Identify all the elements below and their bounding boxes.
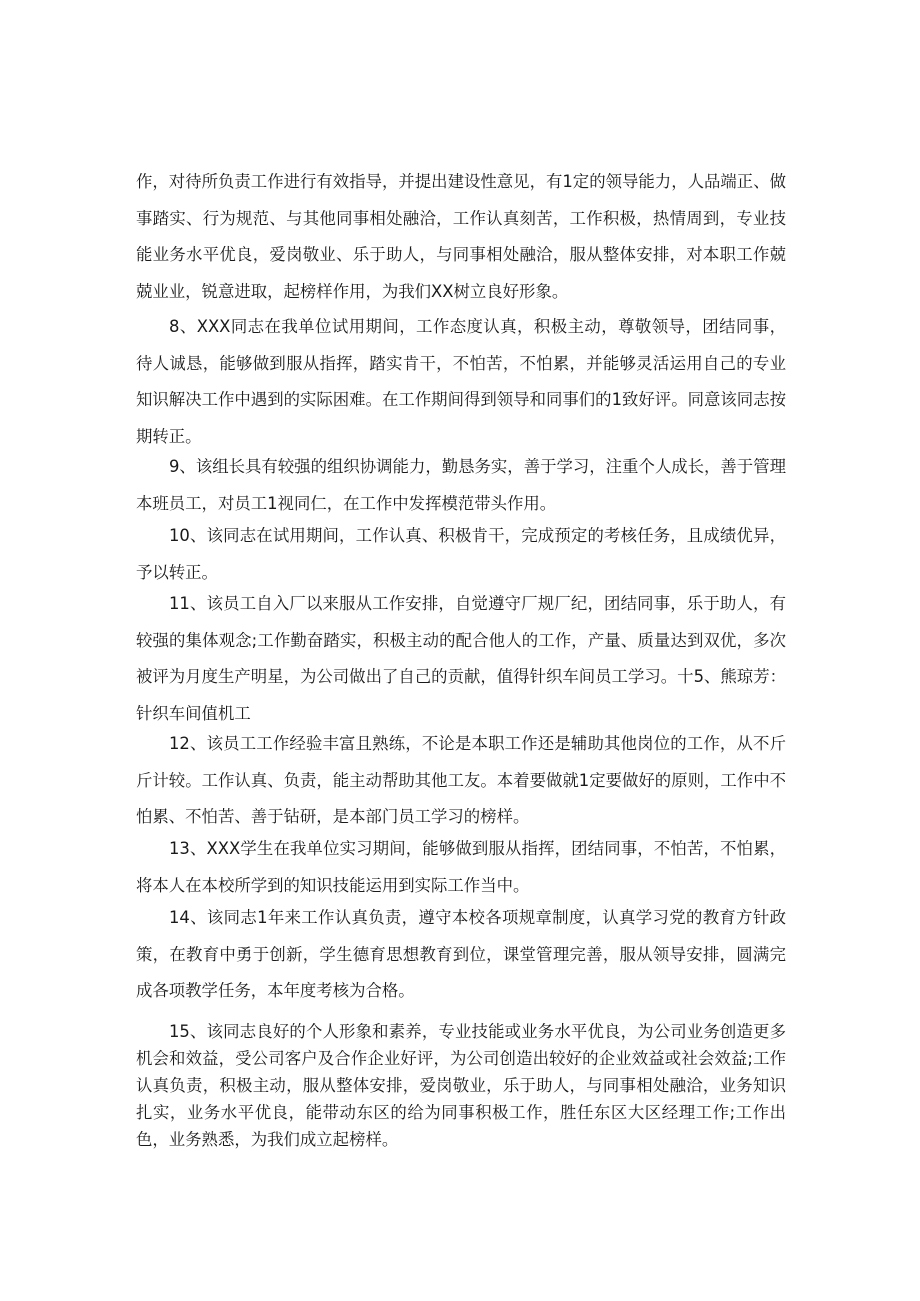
paragraph-continuation: 作，对待所负责工作进行有效指导，并提出建设性意见，有1定的领导能力，人品端正、做事踏实、行为规范、与其他同事相处融洽，工作认真刻苦，工作积极，热情周到，专业技能业务水平优良，爱岗敬业、乐于助人，与同事相处融洽，服从整体安排，对本职工作兢兢业业，锐意进取，起榜样作用，为我们XX树立良好形象。 (136, 172, 786, 301)
paragraph-item-8: 8、XXX同志在我单位试用期间，工作态度认真，积极主动，尊敬领导，团结同事，待人诚恳，能够做到服从指挥，踏实肯干，不怕苦，不怕累，并能够灵活运用自己的专业知识解决工作中遇到的实际困难。在工作期间得到领导和同事们的1致好评。同意该同志按期转正。 (136, 317, 786, 446)
paragraph-item-15: 15、该同志良好的个人形象和素养，专业技能或业务水平优良，为公司业务创造更多机会和效益，受公司客户及合作企业好评，为公司创造出较好的企业效益或社会效益;工作认真负责，积极主动，服从整体安排，爱岗敬业，乐于助人，与同事相处融洽，业务知识扎实，业务水平优良，能带动东区的给为同事积极工作，胜任东区大区经理工作;工作出色，业务熟悉，为我们成立起榜样。 (136, 1022, 786, 1149)
paragraph-item-12: 12、该员工工作经验丰富且熟练，不论是本职工作还是辅助其他岗位的工作，从不斤斤计较。工作认真、负责，能主动帮助其他工友。本着要做就1定要做好的原则，工作中不怕累、不怕苦、善于钻研，是本部门员工学习的榜样。 (136, 734, 786, 827)
paragraph-item-10: 10、该同志在试用期间，工作认真、积极肯干，完成预定的考核任务，且成绩优异，予以转正。 (136, 526, 786, 582)
paragraph-item-14: 14、该同志1年来工作认真负责，遵守本校各项规章制度，认真学习党的教育方针政策，在教育中勇于创新，学生德育思想教育到位，课堂管理完善，服从领导安排，圆满完成各项教学任务，本年度考核为合格。 (136, 908, 786, 1001)
paragraph-item-9: 9、该组长具有较强的组织协调能力，勤恳务实，善于学习，注重个人成长，善于管理本班员工，对员工1视同仁，在工作中发挥模范带头作用。 (136, 457, 786, 513)
paragraph-item-11: 11、该员工自入厂以来服从工作安排，自觉遵守厂规厂纪，团结同事，乐于助人，有较强的集体观念;工作勤奋踏实，积极主动的配合他人的工作，产量、质量达到双优，多次被评为月度生产明星，为公司做出了自己的贡献，值得针织车间员工学习。十5、熊琼芳：针织车间值机工 (136, 594, 786, 723)
paragraph-item-13: 13、XXX学生在我单位实习期间，能够做到服从指挥，团结同事，不怕苦，不怕累，将本人在本校所学到的知识技能运用到实际工作当中。 (136, 839, 786, 895)
